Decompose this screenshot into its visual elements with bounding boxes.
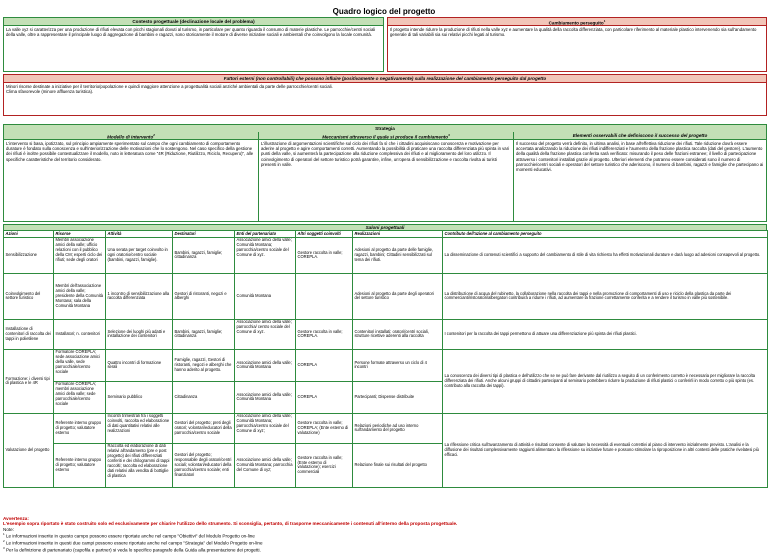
cell-azione: Coinvolgimento del settore turistico: [4, 273, 54, 319]
col-header: Attività: [106, 231, 173, 238]
strategia-col-elementi: [514, 132, 766, 222]
footer: [3, 516, 457, 553]
modello-header: Modello di intervento$^2$: [4, 132, 258, 140]
cell-destinatari: Gestori di ristoranti, negozi e alberghi: [173, 273, 235, 319]
cell-azione: Valutazione del progetto: [4, 413, 54, 487]
cell-enti: Comunità Montana: [235, 273, 296, 319]
cell-altri: Gestore raccolta in valle; COREPLA; (Ente esterno di valutazione): [296, 413, 353, 443]
cell-realizzazioni: Adesioni al progetto da parte degli operatori del settore turistico: [353, 273, 443, 319]
contesto-header: Contesto progettuale (declinazione locale del problema): [4, 18, 383, 26]
note-label: Note:: [3, 526, 14, 532]
cell-destinatari: Bambini, ragazzi, famiglie; cittadinanza: [173, 237, 235, 273]
strategia-col-modello: [4, 132, 259, 222]
cell-destinatari: Bambini, ragazzi, famiglie; cittadinanza: [173, 319, 235, 349]
cell-risorse: Formatore COREPLA; membri associazione amici della valle; sede parrocchiale/centro sociale: [54, 381, 106, 413]
avvertenza-text: L'esempio sopra riportato è stato costruito solo ed esclusivamente per chiarire l'utilizzo dello strumento. Si sconsiglia, pertanto, di trasporne meccanicamente i contenuti all'interno della proposta progettuale.: [3, 521, 458, 527]
cell-risorse: Formatore COREPLA; sede associazione amici della valle, sede parrocchiale/centro sociale: [54, 349, 106, 381]
col-header: Risorse: [54, 231, 106, 238]
table-row: [4, 273, 768, 319]
cell-risorse: Installatori; n. contenitori: [54, 319, 106, 349]
cambiamento-header: Cambiamento perseguito$^1$: [388, 18, 766, 26]
saloni-header: Saloni progettuali: [3, 224, 767, 231]
elementi-header: Elementi osservabili che definiscono il successo del progetto: [514, 132, 766, 140]
cell-enti: Associazione amici della valle; parrocchia/ centro sociale del Comune di xyz.: [235, 319, 296, 349]
cell-attivita: Seminario pubblico: [106, 381, 173, 413]
cell-altri: Gestore raccolta in valle; COREPLA.: [296, 319, 353, 349]
cell-risorse: Membri dell'associazione amici della valle; presidente della Comunità Montana; sala della Comunità Montana: [54, 273, 106, 319]
cell-attivita: 1 incontro di sensibilizzazione alla raccolta differenziata: [106, 273, 173, 319]
cell-altri: Gestore raccolta in valle; (Ente esterno di valutazione); esercizi commerciali: [296, 443, 353, 487]
cell-realizzazioni: Contenitori installati: oratori/centri sociali, strutture ricettive aderenti alla raccolta: [353, 319, 443, 349]
cell-enti: Associazione amici della valle; Comunità Montana: [235, 381, 296, 413]
col-header: Enti del partenariato: [235, 231, 296, 238]
fattori-line1: Minori risorse destinate a iniziative per il territorio/popolazione e quindi maggiore attenzione a progettualità sociali anziché ambientali da parte delle parrocchie/centri sociali.: [6, 84, 333, 89]
cell-destinatari: Gestori del progetto; responsabile degli oratori/centri sociali; volontari/educatori della parrocchia/centro sociale; enti finanziatori: [173, 443, 235, 487]
cell-azione: Installazione di contenitori di raccolta dei tappi in polietilene: [4, 319, 54, 349]
cell-enti: Associazione amici della valle; Comunità Montana; parrocchia del Comune di xyz;: [235, 443, 296, 487]
contesto-box: [3, 17, 384, 72]
col-header: Realizzazioni: [353, 231, 443, 238]
saloni-table: [3, 230, 768, 488]
table-row: [4, 237, 768, 273]
cell-realizzazioni: Adesioni al progetto da parte delle famiglie, ragazzi, bambini; Cittadini sensibilizzati sul tema dei rifiuti.: [353, 237, 443, 273]
cell-destinatari: Famiglie, ragazzi, Gestori di ristoranti, negozi e alberghi che hanno aderito al progetto.: [173, 349, 235, 381]
cell-azione: Sensibilizzazione: [4, 237, 54, 273]
modello-text: L'intervento si basa, ipotizzato, sul principio ampiamente sperimentato sul campo che ogni cambiamento di comportamento durature è fondato sulla conoscenza e sull'interiorizzazione delle motivazioni che lo sostengono. Nel caso specifico della gestione dei rifiuti è inoltre possibile contestualizzare il modello, noto in letteratura come "4R (Riduzione, Riutilizzo, Riciclo, Recupero)", alle specifiche caratteristiche del territorio considerato.: [6, 141, 254, 162]
meccanismi-header: Meccanismi attraverso il quale si produce il cambiamento$^3$: [259, 132, 513, 140]
cell-enti: Associazione amici della valle; Comunità Montana: [235, 349, 296, 381]
cell-destinatari: Cittadinanza: [173, 381, 235, 413]
cell-attivita: Raccolta ed elaborazione di dati relativi all'andamento (pre e post progetto) dei rifiuti differenziati conferiti e dei chilogrammi di tappi raccolti; raccolta ed elaborazione dati relativi alla vendita di bottiglie di plastica: [106, 443, 173, 487]
cell-attivita: Una serata per target coinvolto in ogni oratorio/centro sociale (bambini, ragazzi, famiglie).: [106, 237, 173, 273]
cell-contributo: La disseminazione di contenuti scientifici a supporto del cambiamento di stile di vita richiesto ha effetti motivazionali durature e darà luogo ad adesioni consapevoli al progetto.: [443, 237, 768, 273]
strategia-box: [3, 124, 767, 222]
cell-altri: COREPLA: [296, 381, 353, 413]
cell-altri: [296, 273, 353, 319]
contesto-text: La valle xyz si caratterizza per una produzione di rifiuti elevata con picchi stagionali dovuti al turismo, in particolare per quanto riguarda il consumo di materie plastiche. Le parrocchie/centri sociali della valle, oltre a rappresentare il principale luogo di aggregazione di bambini e ragazzi, sono storicamente il motore di diverse iniziative sociali e ambientali che coinvolgono la locale comunità.: [6, 27, 376, 38]
col-header: Contributo dell'azione al cambiamento perseguito: [443, 231, 768, 238]
fattori-line2: Clima sfavorevole (minore affluenza turistica).: [6, 89, 94, 95]
cell-realizzazioni: Relazione finale sui risultati del progetto: [353, 443, 443, 487]
table-row: [4, 319, 768, 349]
table-row: [4, 413, 768, 443]
cell-altri: COREPLA: [296, 349, 353, 381]
cambiamento-text: Il progetto intende ridurre la produzione di rifiuti nella valle xyz e aumentare la qualità della raccolta differenziata, con particolare riferimento al materiale plastico intervenendo sia sull'andamento generale di tali variabili sia sui relativi picchi legati al turismo.: [390, 27, 757, 38]
cell-altri: Gestore raccolta in valle; COREPLA.: [296, 237, 353, 273]
cambiamento-box: [387, 17, 767, 72]
cell-contributo: La distribuzione di acqua del rubinetto, la collaborazione nella raccolta dei tappi e nella promozione di comportamenti di uso e riciclo della plastica da parte dei commercianti/ristoratori/albergatori contribuirà a ridurre i rifiuti, ad aumentare la frazione correttamente conferita e a rendere il turismo in valle più sostenibile.: [443, 273, 768, 319]
cell-attivita: Incontri trimestrali fra i soggetti coinvolti, raccolta ed elaborazione di dati quantitativi relativi alle realizzazioni: [106, 413, 173, 443]
meccanismi-text: L'illustrazione di argomentazioni scientifiche sul ciclo dei rifiuti fa sì che i cittadini acquisiscano conoscenza e motivazione per aderire al progetto e agire comportamenti corretti. Aumentando la possibilità di praticare una raccolta differenziata più spinta in vari punti della valle, si aumenterà la partecipazione alla riduzione complessiva dei rifiuti e al miglioramento del loro utilizzo. Il coinvolgimento di operatori del settore turistico potrà garantire, infine, un'opera di sensibilizzazione e raccolta rivolta ai turisti presenti in valle.: [261, 141, 510, 167]
fattori-header: Fattori esterni (non controllabili) che possono influire (positivamente o negativamente) sulla realizzazione del cambiamento perseguito dal progetto: [4, 75, 766, 83]
cell-risorse: Membri associazione amici della valle; ufficio relazioni con il pubblico della CM; esperti ciclo dei rifiuti; sede degli oratori: [54, 237, 106, 273]
note-item: $^3$ Per la definizione di partenariato (capofila e partner) si veda lo specifico paragrafo della Guida alla presentazione dei progetti.: [3, 546, 261, 553]
elementi-text: Il successo del progetto verrà definito, in ultima analisi, in base all'effettiva riduzione dei rifiuti. Tale riduzione dovrà essere accertata analizzando la riduzione dei rifiuti indifferenziati e l'aumento della frazione plastica raccolta (dati del gestore). L'aumento della qualità della frazione plastica conferita sarà verificato: misurando il peso delle frazioni estranee; il livello di partecipazione attraverso i contenitori installati grazie al progetto. Ulteriori elementi che potranno essere considerati sono il numero di parrocchie/centri sociali e operatori del settore turistico che aderiscono, il numero di bambini, ragazzi e famiglie che partecipano ai momenti educativi.: [516, 141, 764, 173]
page-title: Quadro logico del progetto: [332, 7, 436, 16]
cell-attivita: Selezione dei luoghi più adatti e installazione dei contenitori: [106, 319, 173, 349]
cell-enti: Associazione amici della valle; Comunità Montana; parrocchia/centro sociale del Comune di xyz;: [235, 413, 296, 443]
cell-destinatari: Gestori del progetto; preti degli oratori; volontari/educatori della parrocchia/centro sociale: [173, 413, 235, 443]
col-header: Destinatari: [173, 231, 235, 238]
cell-contributo: La riflessione critica sull'avanzamento di attività e risultati consente di valutare la necessità di eventuali correttivi al piano di intervento inizialmente previsto. L'analisi e la diffusione dei risultati complessivamente raggiunti alimentano la riflessione su iniziative future e possono stimolare la riproposizione in altri contesti delle pratiche rivelatesi più efficaci.: [443, 413, 768, 487]
note-item: $^1$ Le informazioni inserite in questo campo possono essere riportate anche nel campo "Obiettivi" del Modulo Progetto on-line: [3, 532, 255, 539]
cell-contributo: La conoscenza dei diversi tipi di plastica e dell'utilizzo che se ne può fare derivante dal riutilizzo a seguito di un conferimento corretto è necessaria per migliorare la raccolta differenziata dei rifiuti. Anche alcuni gruppi di cittadini partecipanti al seminario potrebbero ridurre la produzione di rifiuti plastici o conferirli in modo corretto o più spinto (es. contributo alla raccolta dei tappi).: [443, 349, 768, 413]
cell-azione: Formazione: i diversi tipi di plastica e le 4R: [4, 349, 54, 413]
cell-risorse: Referente interno gruppo di progetto; valutatore esterno: [54, 443, 106, 487]
cell-realizzazioni: Relazioni periodiche ad uso interno sull'andamento del progetto: [353, 413, 443, 443]
table-header-row: [4, 231, 768, 238]
note-item: $^2$ Le informazioni inserite in questi due campi possono essere riportate anche nel campo "Strategia" del Modulo Progetto on-line: [3, 539, 263, 546]
cell-realizzazioni: Partecipanti; Dispense distribuite: [353, 381, 443, 413]
cell-attivita: Quattro incontri di formazione serali: [106, 349, 173, 381]
strategia-col-meccanismi: [259, 132, 514, 222]
col-header: Altri soggetti coinvolti: [296, 231, 353, 238]
fattori-box: [3, 74, 767, 116]
avvertenza-label: Avvertenza:: [3, 516, 29, 521]
strategia-header: Strategia: [4, 125, 766, 133]
table-row: [4, 349, 768, 381]
cell-contributo: I contenitori per la raccolta dei tappi permettono di attuare una differenziazione più spinta dei rifiuti plastici.: [443, 319, 768, 349]
cell-enti: Associazione amici della valle; Comunità Montana; parrocchia/centro sociale del Comune di xyz.: [235, 237, 296, 273]
cell-realizzazioni: Persone formate attraverso un ciclo di 4 incontri: [353, 349, 443, 381]
cell-risorse: Referente interno gruppo di progetto; valutatore esterno: [54, 413, 106, 443]
col-header: Azioni: [4, 231, 54, 238]
